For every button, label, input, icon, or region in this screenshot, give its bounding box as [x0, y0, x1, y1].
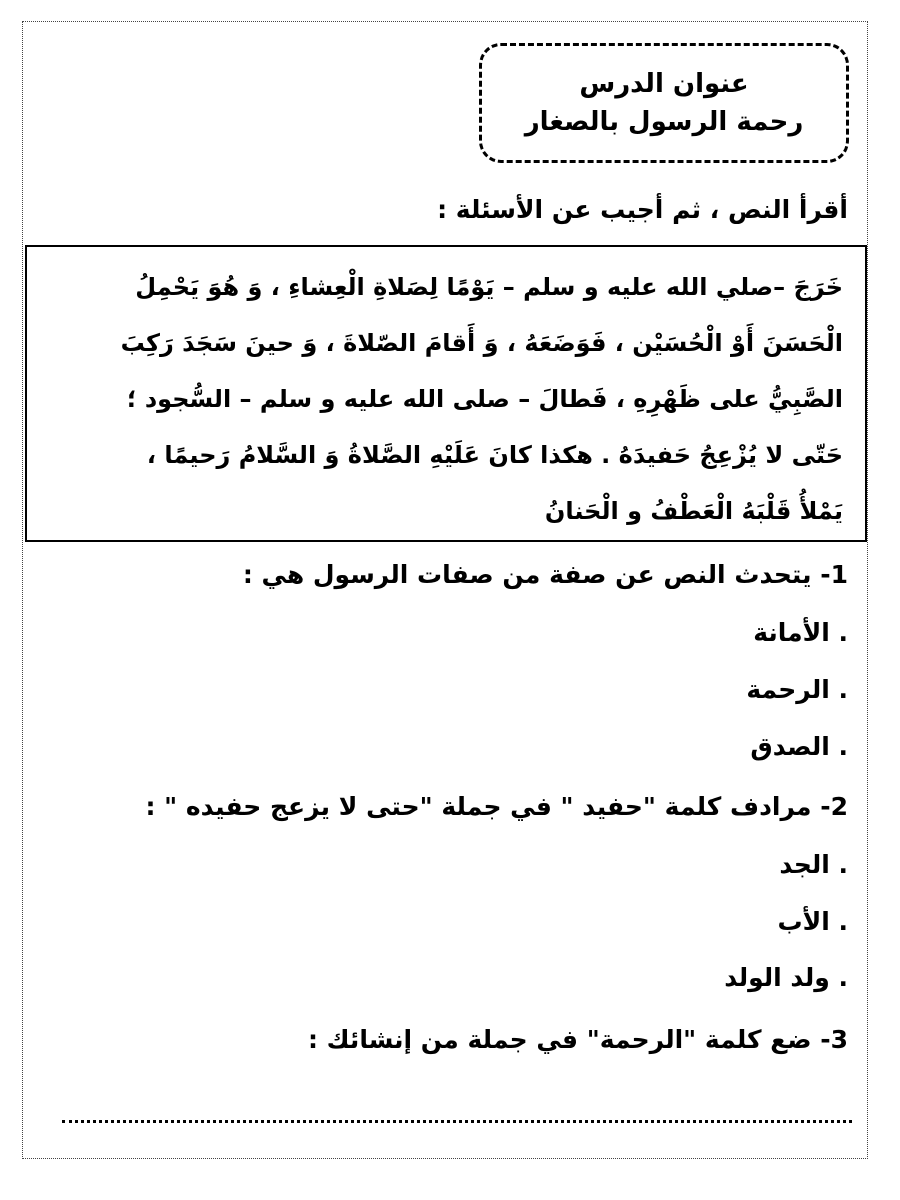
lesson-title-box [479, 43, 849, 163]
question-2-option-3[interactable]: . ولد الولد [724, 963, 848, 992]
question-1-option-1[interactable]: . الأمانة [753, 618, 848, 647]
question-1: 1- يتحدث النص عن صفة من صفات الرسول هي : [242, 560, 848, 589]
lesson-title-label: عنوان الدرس [579, 69, 749, 99]
lesson-title: رحمة الرسول بالصغار [524, 107, 804, 137]
passage-line: يَمْلأُ قَلْبَهُ الْعَطْفُ و الْحَنانُ [544, 497, 843, 525]
passage-line: حَتّى لا يُزْعِجُ حَفيدَهُ . هكذا كانَ عَلَيْهِ الصَّلاةُ وَ السَّلامُ رَحيمًا ، [146, 441, 843, 469]
passage-line: خَرَجَ –صلي الله عليه و سلم – يَوْمًا لِصَلاةِ الْعِشاءِ ، وَ هُوَ يَحْمِلُ [135, 273, 843, 301]
question-2-option-2[interactable]: . الأب [777, 907, 848, 936]
passage-box [25, 245, 867, 542]
question-2: 2- مرادف كلمة "حفيد " في جملة "حتى لا يزعج حفيده " : [145, 792, 848, 821]
question-3: 3- ضع كلمة "الرحمة" في جملة من إنشائك : [307, 1025, 848, 1054]
answer-line[interactable] [62, 1120, 852, 1123]
question-2-option-1[interactable]: . الجد [779, 850, 848, 879]
question-1-option-2[interactable]: . الرحمة [746, 675, 848, 704]
question-1-option-3[interactable]: . الصدق [750, 732, 848, 761]
passage-line: الْحَسَنَ أَوْ الْحُسَيْن ، فَوَضَعَهُ ، وَ أَقامَ الصّلاةَ ، وَ حينَ سَجَدَ رَكِبَ [120, 329, 843, 357]
instruction: أقرأ النص ، ثم أجيب عن الأسئلة : [437, 195, 848, 224]
passage-line: الصَّبِيُّ على ظَهْرِهِ ، فَطالَ – صلى الله عليه و سلم – السُّجود ؛ [126, 385, 843, 413]
